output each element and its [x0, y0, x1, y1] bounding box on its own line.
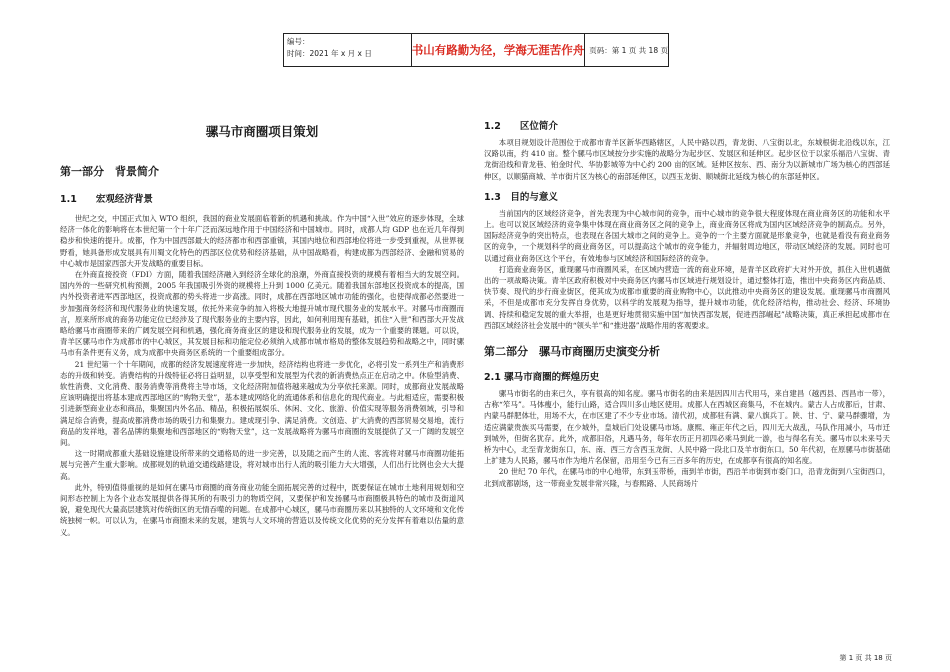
- section-1-2-paragraph: 本项目规划设计范围位于成都市青羊区新华西路辖区，人民中路以西，青龙街、八宝街以北，东城根街北沿线以东，江汉路以南，约 410 亩。整个骡马市区域按分步实施的战略分为起步区、发展区和延伸区。起步区位于以家乐福沿八宝街、青龙街沿线和青龙巷、铂金时代、华协影城等为中心约 200 亩的区域。延伸区按东、西、南分为以新城市广场为核心的西部延伸区，以顺猫商城、羊市街片区为核心的南部延伸区，以西玉龙街、顺城街北延线为核心的东部延伸区。: [484, 138, 890, 181]
- section-1-1-heading: 1.1 宏观经济背景: [60, 194, 153, 205]
- section-2-1-heading: 2.1 骡马市商圈的辉煌历史: [484, 372, 600, 384]
- section-2-1-paragraph: 骡马市街名的由来已久，享有很高的知名度。骡马市街名的由来是因四川古代用马，来自建昌（越西县、西昌市一带），古称“笮马”。马体瘦小，能行山路，适合四川多山地区使用。成都人在西城区商集马，不在城内。蒙古人占成都后，甘肃、内蒙马群肥体壮，用场不大，在市区建了不少专业市场。清代初，成都驻有满、蒙八旗兵丁。陕、甘、宁、蒙马群骤增，为适应满蒙贵族买马需要，在少城外，皇城后门处设骡马市场。康熙、雍正年代之后，四川无大战乱，马队作用减小，马市迁到城外，但街名犹存。此外，成都旧俗，凡遇马务，每年农历正月初四必乘马到此一游，也与得名有关。骡马市以未来号天桥为中心，北至青龙街东口，东、南、西三方含西玉龙街、人民中路一段北口及羊市街东口。50 年代初，在原骡马市街基础上扩建为人民路，骡马市作为地片名保留，沿用至今已有三百多年的历史，在成都享有很高的知名度。: [484, 389, 890, 466]
- section-1-1-paragraph: 世纪之交，中国正式加入 WTO 组织，我国的商业发展面临着新的机遇和挑战。作为中国“入世”效应的逐步体现，全球经济一体化的影响将在本世纪第一个十年广泛而深远地作用于中国经济和中国城市。同时，成都人均 GDP 也在近几年得到稳步和快速的提升。成都，作为中国西部最大的经济都市和西部重镇，其国内地位和西部地位将进一步受到重视，从世界视野看，她具备形成发展具有川蜀文化特色的西部区位优势和经济基础，从中国战略看，构建成都为西部经济、金融和贸易的中心城市是国家西部大开发战略的重要目标。: [60, 214, 464, 268]
- section-2-1-paragraph: 20 世纪 70 年代，在骡马市的中心地带，东到玉带桥，南到羊市街，西沿羊市街到市委门口，沿青龙街到八宝街西口，北到成都剧场，这一带商业发展非常兴隆，与春熙路、人民商场片: [484, 467, 890, 488]
- header-meta: [284, 34, 412, 66]
- page-footer: 第 1 页 共 18 页: [839, 654, 892, 662]
- header-motto: 书山有路勤为径，学海无涯苦作舟: [412, 34, 586, 66]
- header-page-label: 页码：第 1 页 共 18 页: [589, 45, 668, 55]
- left-column: [60, 80, 464, 538]
- section-1-3-paragraph: 当前国内的区域经济竞争，首先表现为中心城市间的竞争，而中心城市的竞争很大程度体现在商业商务区的功能和水平上。也可以说区域经济的竞争集中体现在商业商务区之间的竞争上，商业商务区将成为国内区域经济竞争的制高点。另外，国际经济竞争的突出特点，也表现在各国大城市之间的竞争上。竞争的一个主要方面就是形象竞争，也就是看没有商业商务区的竞争，一个规划科学的商业商务区，可以提高这个城市的竞争能力，并辐射周边地区，带动区域经济的发展。同时也可以通过商业商务区这个平台，有效地参与区域经济和国际经济的竞争。: [484, 208, 890, 263]
- part1-heading: 第一部分 背景简介: [60, 165, 159, 178]
- header-code-label: 编号：: [287, 37, 310, 46]
- document-title: 骡马市商圈项目策划: [205, 124, 319, 139]
- right-column: [484, 80, 890, 489]
- section-1-1-paragraph: 在外商直接投资（FDI）方面，随着我国经济融入到经济全球化的浪潮，外商直接投资的规模有着相当大的发展空间。国内外的一些研究机构预测，2005 年我国吸引外资的规模将上升到 1000 亿美元。随着我国东部地区投资成本的提高，国内外投资者进军西部地区，投资成都的势头将进一步高涨。同时，成都在西部地区城市功能的强化，也使得成都必然要进一步加强商务经济和现代服务业的快速发展，依托外来竞争的加入将极大地提升城市现代服务业的发展水平。对骡马市商圈而言，原来所形成的商务功能定位已经涉及了现代服务业的主要内容，因此，如何利用现有基础，抓住“入世”和西部大开发战略给骡马市商圈带来的广阔发展空间和机遇，强化商务商业区的建设和现代服务业的发展，成为一个重要的课题。可以说，青羊区骡马市作为成都市的中心城区，其发展目标和功能定位必须纳入成都市城市格局的整体发展趋势和战略之中，同时骡马市有条件更有义务，成为成都中央商务区系统的一个重要组成部分。: [60, 270, 464, 358]
- section-1-2-heading: 1.2 区位简介: [484, 121, 558, 132]
- part2-heading: 第二部分 骡马市商圈历史演变分析: [484, 345, 660, 359]
- section-1-1-paragraph: 21 世纪第一个十年期间，成都的经济发展速度将进一步加快，经济结构也将进一步优化，必将引发一系列生产和消费形态的升级和转变。消费结构的升级特征必将日益明显，以享受型和发展型为代表的新消费热点正在启动之中。休验型消费、软性消费、文化消费、服务消费等消费将主导市场，文化经济附加值将越来越成为分享依托来源。同时，成都商业发展战略应该明确提出将基本建成西部地区的“购物天堂”，基本建成网络化的流通体系和信息化的现代商业。与此相适应，需要积极引进新型商业业态和商品，集聚国内外名品、精品，积极拓展娱乐、休闲、文化、旅游、价值实现等服务消费领域，引导和满足综合消费，提高成都消费市场的吸引力和集聚力。建成现引争、满足消费。文创造、扩大消费的西部贸易交易地，流行商品的发祥地，著名品牌的集聚地和西部地区的“购物天堂”，这一发展战略将为骡马市商圈的发展提供了又一广阔的发展空间。: [60, 359, 464, 448]
- section-1-3-paragraph: 打造商业商务区，重现骡马市商圈风采，在区域内营造一流的商业环境，是青羊区政府扩大对外开放，抓住入世机遇做出的一项战略决策。青羊区政府积极对中央商务区内骡马市区域进行规划设计，通过整体打造，推出中央商务区内商品质、快节奏、现代的步行商业街区，使其成为成都市重要的商业购物中心，以此推动中央商务区的建设发展。重现骡马市商圈风采，不但是成都市充分发挥自身优势，以科学的发展观为指导，提升城市功能，优化经济结构，推动社会、经济、环境协调、持续和稳定发展的重大举措，也是更好地贯彻实施中国“加快西部发展，促进西部崛起”战略决策，真正承担起成都市在西部区域经济社会发展中的“领头羊”和“推进器”战略作用的客观要求。: [484, 264, 890, 330]
- section-1-1-paragraph: 此外，特别值得重视的是如何在骡马市商圈的商务商业功能全面拓展完善的过程中，既要保证在城市土地利用规划和空间形态控制上为各个业态发展提供各得其所的有吸引力的物质空间，又要保护和发扬骡马市商圈极具特色的城市及街道风貌，避免现代大量高层建筑对传统街区的无情吞噬的问题。在成都中心城区，骡马市商圈历来以其独特的人文环境和文化传统独树一帜。可以认为，在骡马市商圈未来的发展，建筑与人文环境的营造以及传统文化优势的充分发挥有着难以估量的意义。: [60, 482, 464, 537]
- page-header-box: [283, 33, 669, 67]
- section-1-3-heading: 1.3 目的与意义: [484, 191, 558, 203]
- section-1-1-paragraph: 这一时期成都重大基础设施建设所带来的交通格局的进一步完善，以及随之而产生的人流、客流将对骡马市商圈功能拓展与完善产生重大影响。成都规划的轨道交通线路建设，将对城市出行人流的吸引能力大大增强，人们出行比例也会大大提高。: [60, 449, 464, 481]
- header-time-label: 时间：2021 年 x 月 x 日: [287, 49, 372, 58]
